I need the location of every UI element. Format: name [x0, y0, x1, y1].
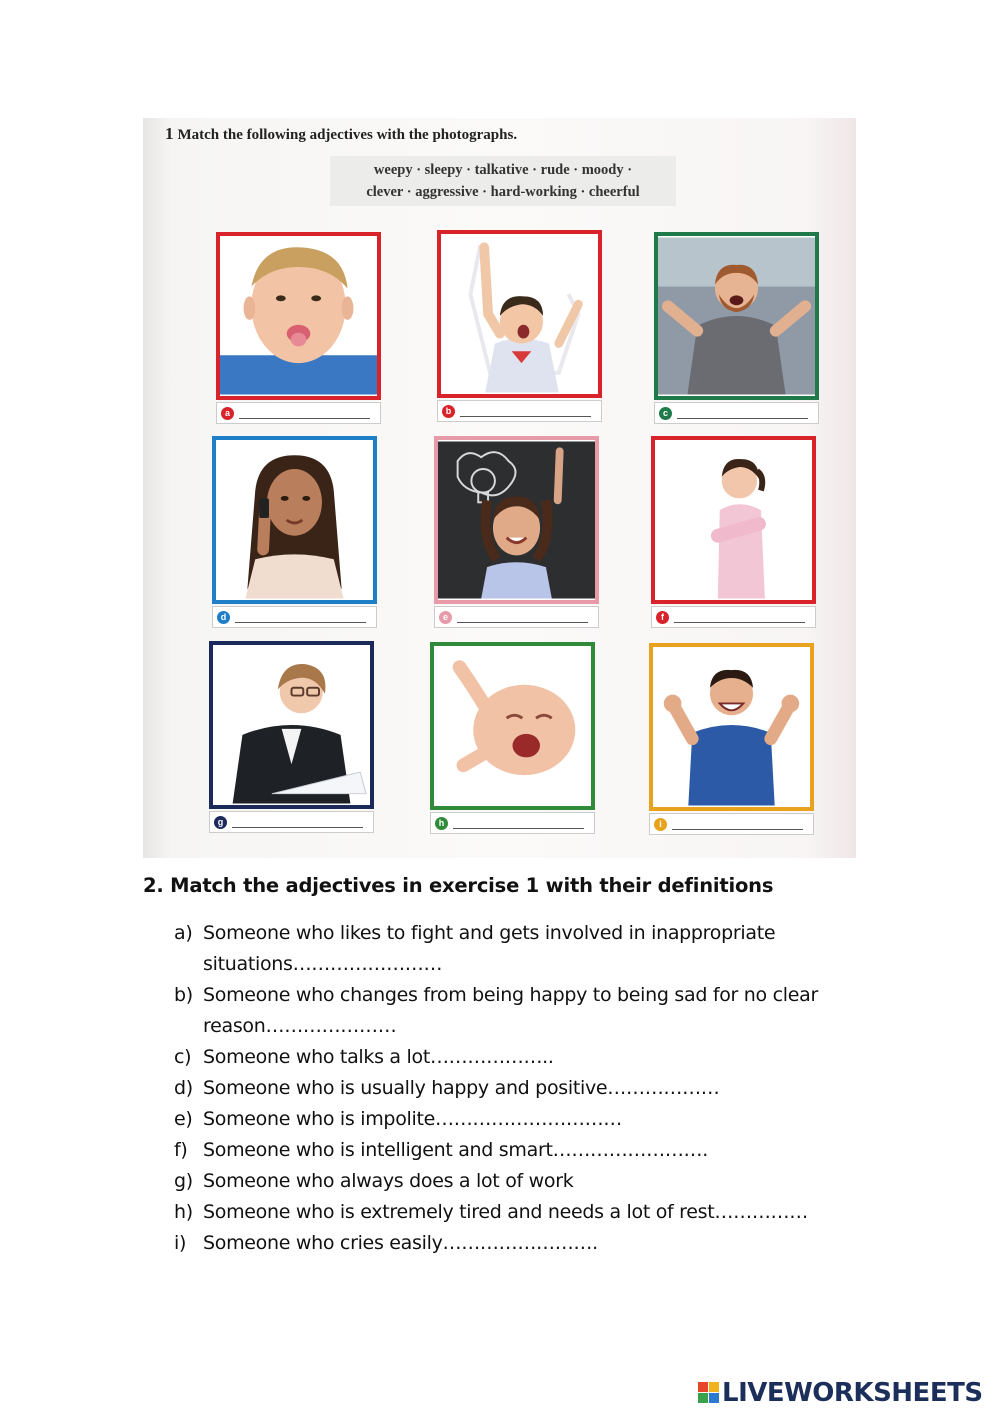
answer-field-h[interactable] [430, 812, 595, 834]
answer-line [677, 418, 808, 419]
answer-line [457, 622, 588, 623]
answer-field-d[interactable] [212, 606, 377, 628]
definition-item-e [174, 1104, 874, 1135]
photo-e [434, 436, 599, 604]
answer-field-g[interactable] [209, 811, 374, 833]
boy-raising-hand-shouting-image [441, 234, 598, 394]
definition-item-b [174, 980, 874, 1042]
photo-g [209, 641, 374, 809]
liveworksheets-logo [698, 1378, 983, 1408]
photo-a [216, 232, 381, 400]
smart-girl-lightbulb-blackboard-image [438, 440, 595, 600]
definition-item-h [174, 1197, 874, 1228]
item-text: Someone who is usually happy and positive……………… [203, 1077, 720, 1099]
item-text: Someone who cries easily……………………. [203, 1232, 598, 1254]
exercise1-number: 1 [165, 124, 174, 143]
answer-line [672, 829, 803, 830]
answer-field-a[interactable] [216, 402, 381, 424]
answer-field-f[interactable] [651, 606, 816, 628]
letter-badge-c: c [659, 407, 672, 420]
item-label: b) [174, 984, 193, 1006]
word-bank [330, 156, 676, 206]
letter-badge-b: b [442, 405, 455, 418]
photo-f [651, 436, 816, 604]
answer-line [460, 416, 591, 417]
answer-field-e[interactable] [434, 606, 599, 628]
logo-text: LIVEWORKSHEETS [722, 1378, 983, 1408]
item-label: a) [174, 922, 193, 944]
exercise1-title [165, 124, 517, 144]
word-bank-line2: clever · aggressive · hard-working · cheerful [366, 184, 640, 200]
letter-badge-h: h [435, 817, 448, 830]
item-text: Someone who always does a lot of work [203, 1170, 574, 1192]
photo-card-c [654, 232, 819, 427]
item-text: Someone who is extremely tired and needs a lot of rest…………… [203, 1201, 808, 1223]
angry-man-pointing-image [658, 236, 815, 396]
definition-item-i [174, 1228, 874, 1259]
item-label: i) [174, 1232, 187, 1254]
letter-badge-i: i [654, 818, 667, 831]
crying-baby-image [434, 646, 591, 806]
letter-badge-e: e [439, 611, 452, 624]
photo-b [437, 230, 602, 398]
girl-arms-crossed-image [655, 440, 812, 600]
letter-badge-g: g [214, 816, 227, 829]
photo-card-e [434, 436, 599, 631]
photo-h [430, 642, 595, 810]
photo-card-b [437, 230, 602, 425]
photo-i [649, 643, 814, 811]
letter-badge-a: a [221, 407, 234, 420]
letter-badge-d: d [217, 611, 230, 624]
happy-man-fists-image [653, 647, 810, 807]
photo-d [212, 436, 377, 604]
answer-field-b[interactable] [437, 400, 602, 422]
woman-working-papers-image [213, 645, 370, 805]
item-label: d) [174, 1077, 193, 1099]
definition-item-c [174, 1042, 874, 1073]
logo-grid-icon [698, 1382, 720, 1404]
photo-card-h [430, 642, 595, 837]
definition-item-d [174, 1073, 874, 1104]
item-text: Someone who is intelligent and smart……………………. [203, 1139, 708, 1161]
exercise1-title-text: Match the following adjectives with the photographs. [177, 127, 518, 143]
item-label: c) [174, 1046, 192, 1068]
answer-field-i[interactable] [649, 813, 814, 835]
definition-item-g [174, 1166, 874, 1197]
photo-card-f [651, 436, 816, 631]
exercise2-title: 2. Match the adjectives in exercise 1 with their definitions [143, 874, 774, 897]
item-label: g) [174, 1170, 193, 1192]
definitions-list [174, 918, 874, 1259]
photo-card-d [212, 436, 377, 631]
answer-line [235, 622, 366, 623]
photo-c [654, 232, 819, 400]
item-text: Someone who is impolite………………………… [203, 1108, 623, 1130]
word-bank-line1: weepy · sleepy · talkative · rude · moody · [373, 162, 633, 178]
photo-card-i [649, 643, 814, 838]
definition-item-a [174, 918, 874, 980]
photo-card-g [209, 641, 374, 836]
answer-field-c[interactable] [654, 402, 819, 424]
item-text: Someone who talks a lot……………….. [203, 1046, 554, 1068]
item-label: h) [174, 1201, 193, 1223]
definition-item-f [174, 1135, 874, 1166]
answer-line [453, 828, 584, 829]
boy-sticking-out-tongue-image [220, 236, 377, 396]
answer-line [239, 418, 370, 419]
item-text: Someone who changes from being happy to being sad for no clear reason………………… [203, 984, 818, 1037]
item-label: e) [174, 1108, 193, 1130]
answer-line [232, 827, 363, 828]
girl-on-phone-image [216, 440, 373, 600]
photo-card-a [216, 232, 381, 427]
item-label: f) [174, 1139, 188, 1161]
answer-line [674, 622, 805, 623]
item-text: Someone who likes to fight and gets involved in inappropriate situations…………………… [203, 922, 776, 975]
letter-badge-f: f [656, 611, 669, 624]
